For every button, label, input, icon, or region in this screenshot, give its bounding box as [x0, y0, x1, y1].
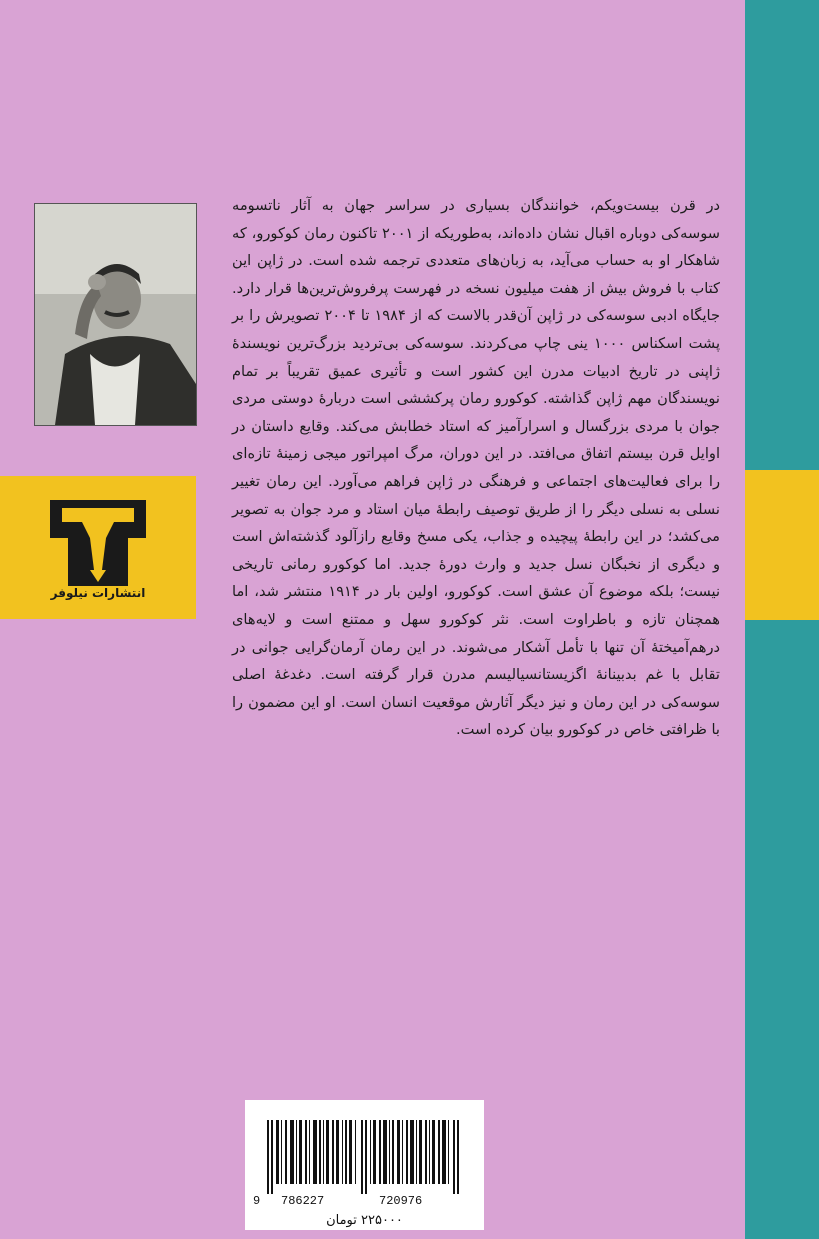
spine-yellow-band — [745, 470, 819, 620]
niloufar-logo-icon — [48, 498, 148, 588]
price-label: ۲۲۵۰۰۰ تومان — [326, 1213, 403, 1228]
publisher-panel — [0, 476, 196, 619]
barcode-first-digit: 9 — [253, 1194, 261, 1208]
barcode-right-group: 720976 — [379, 1194, 423, 1208]
barcode-left-group: 786227 — [281, 1194, 325, 1208]
back-cover-blurb: در قرن بیست‌ویکم، خوانندگان بسیاری در سراسر جهان به آثار ناتسومه سوسه‌کی دوباره اقبال نشان داده‌اند، به‌طوریکه از ۲۰۰۱ تاکنون رمان کوکورو، که شاهکار او به حساب می‌آید، به زبان‌های متعددی ترجمه شده است. در ژاپن این کتاب با فروش بیش از هفت میلیون نسخه در فهرست پرفروش‌ترین‌ها قرار دارد. جایگاه ادبی سوسه‌کی در ژاپن آن‌قدر بالاست که از ۱۹۸۴ تا ۲۰۰۴ تصویرش را بر پشت اسکناس ۱۰۰۰ ینی چاپ می‌کردند. سوسه‌کی بی‌تردید بزرگ‌ترین نویسندهٔ ژاپنی در تاریخ ادبیات مدرن این کشور است و تأثیری عمیق تقریباً بر تمام نویسندگان مهم ژاپن گذاشته. کوکورو رمان پرکششی است دربارهٔ دوستی مردی جوان با مردی بزرگسال و اسرارآمیز که استاد خطابش می‌کند. وقایع داستان در اوایل قرن بیستم اتفاق می‌افتد. در این دوران، مرگ امپراتور میجی زمینهٔ تازه‌ای را برای فعالیت‌های اجتماعی و فرهنگی در ژاپن فراهم می‌آورد. این رمان تغییر نسلی به نسلی دیگر را از طریق توصیف رابطهٔ میان استاد و مرد جوان به تصویر می‌کشد؛ در این رابطهٔ پیچیده و جذاب، یکی مسخ وقایع رازآلود گذشته‌اش است و دیگری از نخبگان نسل جدید و وارث دورهٔ جدید. اما کوکورو رمانی تاریخی نیست؛ بلکه موضوع آن عشق است. کوکورو، اولین بار در ۱۹۱۴ منتشر شد، اما همچنان تازه و باطراوت است. نثر کوکورو سهل و ممتنع است و لایه‌های درهم‌آمیختهٔ آن تنها با تأمل آشکار می‌شوند. در این رمان آرمان‌گرایی جوانی در تقابل با غم بدبینانهٔ اگزیستانسیالیسم مدرن قرار گرفته است. دغدغهٔ اصلی سوسه‌کی در این رمان و نیز دیگر آثارش موقعیت انسان است. او این مضمون را با ظرافتی خاص در کوکورو بیان کرده است. — [232, 197, 721, 739]
author-portrait-photo — [34, 203, 197, 426]
author-portrait-icon — [35, 204, 196, 425]
isbn-barcode-box — [245, 1100, 484, 1230]
publisher-name: انتشارات نیلوفر — [50, 586, 146, 600]
barcode-bars — [259, 1120, 471, 1194]
